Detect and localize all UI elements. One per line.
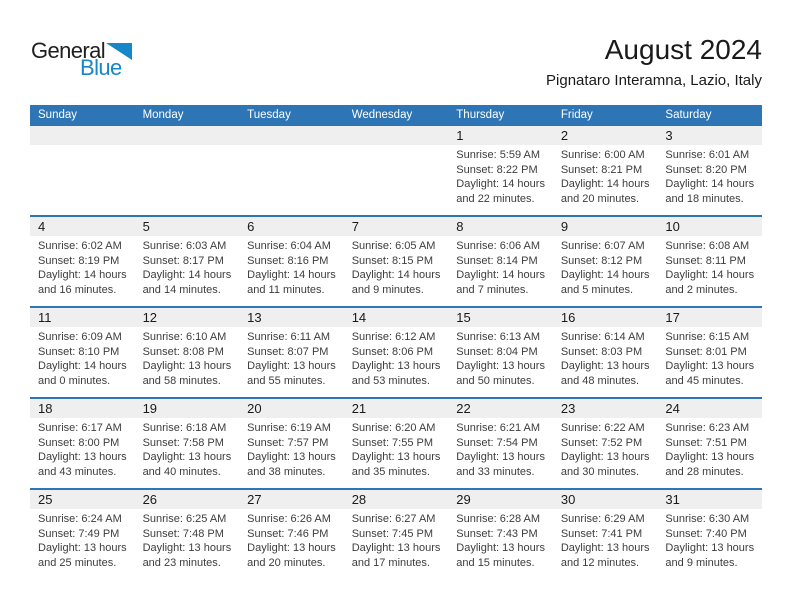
sunrise-text: Sunrise: 6:15 AM	[665, 331, 750, 343]
sunset-text: Sunset: 7:43 PM	[456, 527, 538, 540]
daylight-text-line2: and 50 minutes.	[456, 374, 535, 387]
daylight-text-line2: and 55 minutes.	[247, 374, 326, 387]
sunrise-text: Sunrise: 6:29 AM	[560, 513, 645, 525]
day-cell-18	[30, 418, 135, 488]
sunset-text: Sunset: 8:08 PM	[142, 345, 224, 358]
weekday-header-tuesday: Tuesday	[247, 109, 291, 121]
day-number-31: 31	[665, 492, 680, 507]
day-number-band	[30, 308, 762, 327]
day-cell-17	[657, 327, 762, 397]
day-number-25: 25	[38, 492, 53, 507]
daylight-text-line2: and 40 minutes.	[142, 465, 221, 478]
day-number-22: 22	[456, 401, 471, 416]
calendar	[30, 105, 762, 579]
sunrise-text: Sunrise: 6:13 AM	[456, 331, 541, 343]
day-number-30: 30	[560, 492, 576, 507]
sunrise-text: Sunrise: 6:30 AM	[665, 513, 750, 525]
weekday-header-friday: Friday	[560, 109, 593, 121]
day-number-24: 24	[665, 401, 680, 416]
sunrise-text: Sunrise: 6:22 AM	[560, 422, 645, 434]
sunrise-text: Sunrise: 6:06 AM	[456, 240, 541, 252]
sunrise-text: Sunrise: 6:25 AM	[142, 513, 227, 525]
day-cell-6	[239, 236, 344, 306]
daylight-text-line1: Daylight: 13 hours	[665, 360, 755, 372]
weekday-header-row	[30, 105, 762, 126]
sunset-text: Sunset: 8:04 PM	[456, 345, 538, 358]
week-row-5	[30, 488, 762, 579]
sunset-text: Sunset: 8:11 PM	[665, 254, 746, 267]
daylight-text-line1: Daylight: 13 hours	[142, 542, 232, 554]
day-cell-22	[448, 418, 553, 488]
daylight-text-line2: and 35 minutes.	[351, 465, 430, 478]
day-number-11: 11	[38, 310, 52, 325]
day-number-27: 27	[247, 492, 262, 507]
sunset-text: Sunset: 7:40 PM	[665, 527, 747, 540]
day-cell-empty	[239, 145, 344, 215]
day-number-band	[30, 490, 762, 509]
daylight-text-line2: and 15 minutes.	[456, 556, 535, 569]
day-number-28: 28	[351, 492, 367, 507]
day-number-5: 5	[142, 219, 150, 234]
day-cell-15	[448, 327, 553, 397]
sunrise-text: Sunrise: 6:19 AM	[247, 422, 331, 434]
sunrise-text: Sunrise: 6:28 AM	[456, 513, 541, 525]
daylight-text-line2: and 45 minutes.	[665, 374, 744, 387]
daylight-text-line1: Daylight: 13 hours	[247, 360, 336, 372]
daylight-text-line1: Daylight: 13 hours	[456, 451, 545, 463]
daylight-text-line1: Daylight: 14 hours	[560, 269, 650, 281]
sunset-text: Sunset: 7:54 PM	[456, 436, 538, 449]
sunrise-text: Sunrise: 6:00 AM	[560, 149, 645, 161]
sunset-text: Sunset: 8:16 PM	[247, 254, 329, 267]
day-cell-19	[135, 418, 240, 488]
sunset-text: Sunset: 8:07 PM	[247, 345, 329, 358]
daylight-text-line1: Daylight: 13 hours	[665, 451, 755, 463]
title-block	[546, 34, 762, 90]
day-cell-3	[657, 145, 762, 215]
week-row-3	[30, 306, 762, 397]
sunrise-text: Sunrise: 6:09 AM	[38, 331, 122, 343]
day-cell-10	[657, 236, 762, 306]
daylight-text-line2: and 12 minutes.	[560, 556, 640, 569]
daylight-text-line2: and 2 minutes.	[665, 283, 738, 296]
sunset-text: Sunset: 8:06 PM	[351, 345, 434, 358]
sunrise-text: Sunrise: 6:26 AM	[247, 513, 331, 525]
daylight-text-line1: Daylight: 13 hours	[456, 542, 545, 554]
daylight-text-line2: and 22 minutes.	[456, 192, 535, 205]
daylight-text-line1: Daylight: 13 hours	[560, 451, 650, 463]
day-number-26: 26	[142, 492, 158, 507]
sunset-text: Sunset: 8:03 PM	[560, 345, 643, 358]
day-cell-12	[135, 327, 240, 397]
day-number-15: 15	[456, 310, 471, 325]
sunset-text: Sunset: 7:49 PM	[38, 527, 120, 540]
day-number-band	[30, 126, 762, 145]
daylight-text-line1: Daylight: 13 hours	[38, 451, 127, 463]
daylight-text-line2: and 0 minutes.	[38, 374, 111, 387]
sunset-text: Sunset: 7:55 PM	[351, 436, 434, 449]
daylight-text-line2: and 16 minutes.	[38, 283, 117, 296]
sunrise-text: Sunrise: 6:11 AM	[247, 331, 331, 343]
day-cell-5	[135, 236, 240, 306]
daylight-text-line2: and 18 minutes.	[665, 192, 744, 205]
sunrise-text: Sunrise: 6:10 AM	[142, 331, 227, 343]
sunset-text: Sunset: 8:22 PM	[456, 163, 538, 176]
week-body	[30, 145, 762, 215]
page-title: August 2024	[604, 34, 762, 65]
day-cell-30	[553, 509, 658, 579]
daylight-text-line1: Daylight: 13 hours	[456, 360, 545, 372]
daylight-text-line2: and 33 minutes.	[456, 465, 535, 478]
day-number-empty	[30, 126, 135, 145]
day-number-16: 16	[560, 310, 576, 325]
week-row-1	[30, 126, 762, 215]
day-cell-31	[657, 509, 762, 579]
day-cell-7	[344, 236, 449, 306]
daylight-text-line2: and 53 minutes.	[351, 374, 430, 387]
daylight-text-line1: Daylight: 13 hours	[142, 451, 232, 463]
sunset-text: Sunset: 8:19 PM	[38, 254, 120, 267]
sunset-text: Sunset: 8:01 PM	[665, 345, 747, 358]
sunset-text: Sunset: 7:52 PM	[560, 436, 643, 449]
day-cell-23	[553, 418, 658, 488]
daylight-text-line1: Daylight: 13 hours	[351, 542, 441, 554]
sunset-text: Sunset: 7:46 PM	[247, 527, 329, 540]
sunset-text: Sunset: 7:48 PM	[142, 527, 224, 540]
daylight-text-line1: Daylight: 13 hours	[351, 451, 441, 463]
day-number-4: 4	[38, 219, 46, 234]
sunrise-text: Sunrise: 6:08 AM	[665, 240, 750, 252]
day-cell-25	[30, 509, 135, 579]
day-number-1: 1	[456, 128, 464, 143]
day-number-empty	[135, 126, 240, 145]
sunrise-text: Sunrise: 6:12 AM	[351, 331, 436, 343]
page-subtitle: Pignataro Interamna, Lazio, Italy	[546, 72, 762, 89]
daylight-text-line1: Daylight: 13 hours	[560, 360, 650, 372]
day-number-band	[30, 399, 762, 418]
day-number-29: 29	[456, 492, 471, 507]
daylight-text-line1: Daylight: 14 hours	[142, 269, 232, 281]
day-cell-2	[553, 145, 658, 215]
sunrise-text: Sunrise: 6:17 AM	[38, 422, 122, 434]
daylight-text-line1: Daylight: 13 hours	[247, 451, 336, 463]
daylight-text-line1: Daylight: 14 hours	[351, 269, 441, 281]
day-cell-8	[448, 236, 553, 306]
day-cell-14	[344, 327, 449, 397]
daylight-text-line2: and 58 minutes.	[142, 374, 221, 387]
day-number-6: 6	[247, 219, 255, 234]
sunrise-text: Sunrise: 5:59 AM	[456, 149, 541, 161]
day-cell-29	[448, 509, 553, 579]
day-number-empty	[344, 126, 449, 145]
week-body	[30, 236, 762, 306]
daylight-text-line1: Daylight: 14 hours	[38, 360, 127, 372]
day-number-23: 23	[560, 401, 576, 416]
sunset-text: Sunset: 7:45 PM	[351, 527, 434, 540]
day-number-20: 20	[247, 401, 262, 416]
day-cell-24	[657, 418, 762, 488]
logo-text-general: General	[31, 38, 106, 63]
day-number-17: 17	[665, 310, 680, 325]
daylight-text-line1: Daylight: 14 hours	[247, 269, 336, 281]
sunrise-text: Sunrise: 6:01 AM	[665, 149, 750, 161]
day-number-18: 18	[38, 401, 53, 416]
daylight-text-line2: and 25 minutes.	[38, 556, 117, 569]
sunset-text: Sunset: 8:14 PM	[456, 254, 538, 267]
day-cell-16	[553, 327, 658, 397]
sunrise-text: Sunrise: 6:21 AM	[456, 422, 541, 434]
day-number-8: 8	[456, 219, 464, 234]
day-cell-empty	[135, 145, 240, 215]
day-number-21: 21	[351, 401, 367, 416]
daylight-text-line1: Daylight: 13 hours	[247, 542, 336, 554]
day-cell-11	[30, 327, 135, 397]
general-blue-logo	[31, 40, 132, 78]
day-cell-1	[448, 145, 553, 215]
sunrise-text: Sunrise: 6:27 AM	[351, 513, 436, 525]
day-cell-28	[344, 509, 449, 579]
sunrise-text: Sunrise: 6:03 AM	[142, 240, 227, 252]
sunset-text: Sunset: 7:41 PM	[560, 527, 643, 540]
daylight-text-line2: and 9 minutes.	[351, 283, 424, 296]
sunset-text: Sunset: 8:10 PM	[38, 345, 120, 358]
sunrise-text: Sunrise: 6:05 AM	[351, 240, 436, 252]
daylight-text-line2: and 7 minutes.	[456, 283, 529, 296]
day-number-14: 14	[351, 310, 367, 325]
daylight-text-line2: and 9 minutes.	[665, 556, 738, 569]
day-cell-26	[135, 509, 240, 579]
day-cell-4	[30, 236, 135, 306]
sunrise-text: Sunrise: 6:20 AM	[351, 422, 436, 434]
daylight-text-line2: and 11 minutes.	[247, 283, 325, 296]
day-number-13: 13	[247, 310, 262, 325]
daylight-text-line1: Daylight: 13 hours	[351, 360, 441, 372]
sunset-text: Sunset: 8:15 PM	[351, 254, 434, 267]
sunset-text: Sunset: 8:12 PM	[560, 254, 643, 267]
week-body	[30, 418, 762, 488]
sunrise-text: Sunrise: 6:23 AM	[665, 422, 750, 434]
weekday-header-thursday: Thursday	[456, 109, 505, 121]
daylight-text-line2: and 38 minutes.	[247, 465, 326, 478]
day-cell-21	[344, 418, 449, 488]
day-number-band	[30, 217, 762, 236]
day-number-2: 2	[560, 128, 569, 143]
weekday-header-saturday: Saturday	[665, 109, 712, 121]
sunrise-text: Sunrise: 6:24 AM	[38, 513, 122, 525]
logo-text-blue: Blue	[80, 55, 122, 80]
daylight-text-line2: and 30 minutes.	[560, 465, 640, 478]
daylight-text-line1: Daylight: 13 hours	[560, 542, 650, 554]
day-cell-20	[239, 418, 344, 488]
sunset-text: Sunset: 7:51 PM	[665, 436, 747, 449]
daylight-text-line1: Daylight: 14 hours	[456, 178, 545, 190]
daylight-text-line1: Daylight: 13 hours	[142, 360, 232, 372]
sunset-text: Sunset: 7:58 PM	[142, 436, 224, 449]
daylight-text-line1: Daylight: 13 hours	[38, 542, 127, 554]
calendar-grid	[30, 126, 762, 579]
sunrise-text: Sunrise: 6:18 AM	[142, 422, 227, 434]
daylight-text-line2: and 14 minutes.	[142, 283, 221, 296]
day-cell-empty	[30, 145, 135, 215]
daylight-text-line1: Daylight: 13 hours	[665, 542, 755, 554]
weekday-header-sunday: Sunday	[38, 109, 78, 121]
sunset-text: Sunset: 8:00 PM	[38, 436, 120, 449]
sunset-text: Sunset: 8:17 PM	[142, 254, 224, 267]
daylight-text-line1: Daylight: 14 hours	[560, 178, 650, 190]
day-cell-13	[239, 327, 344, 397]
sunrise-text: Sunrise: 6:02 AM	[38, 240, 122, 252]
daylight-text-line2: and 23 minutes.	[142, 556, 221, 569]
daylight-text-line1: Daylight: 14 hours	[665, 269, 755, 281]
daylight-text-line2: and 43 minutes.	[38, 465, 117, 478]
sunrise-text: Sunrise: 6:14 AM	[560, 331, 645, 343]
day-number-7: 7	[351, 219, 359, 234]
day-cell-9	[553, 236, 658, 306]
sunrise-text: Sunrise: 6:04 AM	[247, 240, 331, 252]
day-cell-empty	[344, 145, 449, 215]
week-body	[30, 327, 762, 397]
sunset-text: Sunset: 7:57 PM	[247, 436, 329, 449]
daylight-text-line2: and 20 minutes.	[560, 192, 640, 205]
week-row-4	[30, 397, 762, 488]
daylight-text-line2: and 17 minutes.	[351, 556, 430, 569]
day-number-19: 19	[142, 401, 158, 416]
daylight-text-line1: Daylight: 14 hours	[665, 178, 755, 190]
day-cell-27	[239, 509, 344, 579]
daylight-text-line2: and 5 minutes.	[560, 283, 633, 296]
sunrise-text: Sunrise: 6:07 AM	[560, 240, 645, 252]
sunset-text: Sunset: 8:21 PM	[560, 163, 643, 176]
week-body	[30, 509, 762, 579]
day-number-12: 12	[142, 310, 158, 325]
daylight-text-line2: and 28 minutes.	[665, 465, 744, 478]
day-number-10: 10	[665, 219, 680, 234]
weekday-header-wednesday: Wednesday	[351, 109, 413, 121]
daylight-text-line2: and 20 minutes.	[247, 556, 326, 569]
daylight-text-line1: Daylight: 14 hours	[38, 269, 127, 281]
daylight-text-line1: Daylight: 14 hours	[456, 269, 545, 281]
day-number-9: 9	[560, 219, 569, 234]
weekday-header-monday: Monday	[142, 109, 184, 121]
day-number-empty	[239, 126, 344, 145]
sunset-text: Sunset: 8:20 PM	[665, 163, 747, 176]
week-row-2	[30, 215, 762, 306]
daylight-text-line2: and 48 minutes.	[560, 374, 640, 387]
day-number-3: 3	[665, 128, 673, 143]
